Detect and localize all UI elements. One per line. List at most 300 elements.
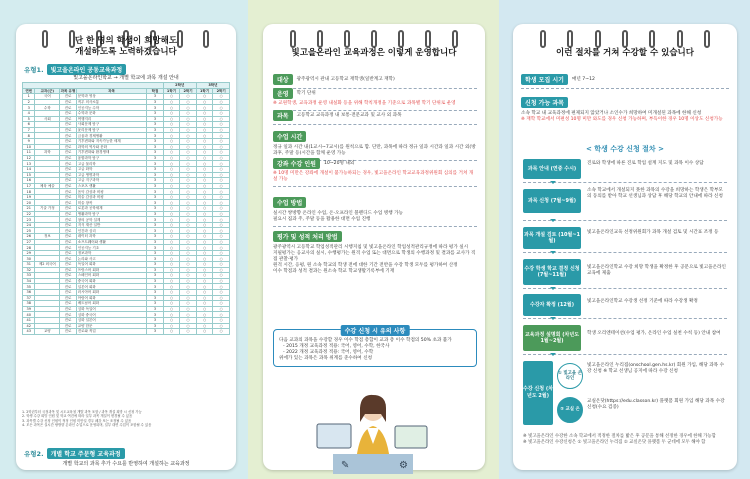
table-cell: ○ bbox=[196, 189, 213, 195]
table-cell: 진로 bbox=[60, 312, 77, 318]
table-cell: ○ bbox=[180, 155, 197, 161]
table-cell: ○ bbox=[213, 200, 230, 206]
table-cell: ○ bbox=[180, 295, 197, 301]
table-cell: ○ bbox=[163, 206, 180, 212]
table-cell: ○ bbox=[213, 161, 230, 167]
table-cell: 진로 bbox=[60, 295, 77, 301]
table-body bbox=[23, 94, 230, 335]
table-cell: 프랑스어 회화 bbox=[76, 267, 146, 273]
table-cell: ○ bbox=[196, 133, 213, 139]
operation-label: 운영 bbox=[273, 88, 293, 99]
table-cell: 러시아어 회화 bbox=[76, 289, 146, 295]
operation-text: 학기 단위 bbox=[296, 90, 316, 96]
period-text: 매년 7~12 bbox=[571, 76, 595, 82]
table-cell: 1 bbox=[23, 94, 35, 100]
table-cell: 데이터 과학 bbox=[76, 234, 146, 240]
table-cell: ○ bbox=[180, 301, 197, 307]
step-label: 교육과정 설명회 (차년도 1월~2월) bbox=[523, 325, 581, 351]
table-cell: ○ bbox=[180, 161, 197, 167]
table-cell: ○ bbox=[196, 323, 213, 329]
table-cell: 진로 bbox=[60, 178, 77, 184]
table-cell: 진로 bbox=[60, 99, 77, 105]
table-cell: 고급 화학 bbox=[76, 166, 146, 172]
type1-subtitle: 빛고을온라인학교 → 개별 학교에 과목 개설 안내 bbox=[73, 75, 179, 81]
table-header-cell: 과목 유형 bbox=[60, 88, 76, 93]
table-row bbox=[23, 329, 230, 335]
table-cell: 생활과학 탐구 bbox=[76, 211, 146, 217]
table-cell: ○ bbox=[180, 183, 197, 189]
table-cell: ○ bbox=[213, 105, 230, 111]
table-cell: 제2 외국어 bbox=[35, 262, 60, 268]
table-cell: ○ bbox=[213, 323, 230, 329]
table-cell: ○ bbox=[180, 127, 197, 133]
table-cell: 문학과 영상 bbox=[76, 94, 146, 100]
table-cell: ○ bbox=[196, 172, 213, 178]
table-cell: 3 bbox=[147, 217, 164, 223]
table-cell: 지식 재산 일반 bbox=[76, 222, 146, 228]
table-cell: ○ bbox=[180, 250, 197, 256]
table-cell: ○ bbox=[196, 228, 213, 234]
step-label: 수강 학생 학교 결정 신청 (7월~11월) bbox=[523, 259, 581, 285]
table-header-cell: 2학기 bbox=[213, 88, 230, 94]
table-cell: 로봇과 공학세계 bbox=[76, 206, 146, 212]
table-cell: 사회문제 탐구 bbox=[76, 122, 146, 128]
table-note: 4. 모든 과목은 실시간 쌍방향 온라인 수업으로 운영되며, 일부 대면 수업이 포함될 수 있음 bbox=[22, 423, 152, 428]
table-cell: ○ bbox=[163, 284, 180, 290]
title-line: 단 한 명의 학생이 희망해도 bbox=[74, 36, 178, 46]
table-cell: ○ bbox=[196, 183, 213, 189]
period-section bbox=[521, 74, 729, 89]
table-cell: 26 bbox=[23, 234, 35, 240]
table-cell: ○ bbox=[180, 166, 197, 172]
table-cell: 진로 bbox=[60, 122, 77, 128]
title-line: 개설하도록 노력하겠습니다 bbox=[75, 47, 177, 57]
svg-text:⚙: ⚙ bbox=[399, 460, 408, 471]
eval-section bbox=[273, 224, 477, 275]
table-cell: 진로 bbox=[60, 250, 77, 256]
table-cell: 스포츠 생활 bbox=[76, 183, 146, 189]
table-cell: ○ bbox=[163, 189, 180, 195]
table-cell: 진로 bbox=[60, 239, 77, 245]
table-cell: ○ bbox=[163, 239, 180, 245]
table-cell: 심화 중국어 bbox=[76, 312, 146, 318]
table-cell: ○ bbox=[163, 200, 180, 206]
table-cell: ○ bbox=[196, 178, 213, 184]
step-desc: 소속 학교에서 개설되지 못한 과목의 수강을 희망하는 학생은 학부모의 동의를 받아 학교 선생님과 상담 후 해당 학교의 안내에 따라 신청 bbox=[587, 188, 723, 199]
table-cell: 진로 bbox=[60, 155, 77, 161]
notebook-sheet bbox=[263, 24, 485, 470]
table-cell: 3 bbox=[147, 234, 164, 240]
table-cell: 3 bbox=[147, 150, 164, 156]
panel-optional-curriculum bbox=[0, 0, 248, 479]
table-cell: 과학 bbox=[35, 150, 60, 156]
table-cell: ○ bbox=[180, 289, 197, 295]
table-cell: ○ bbox=[213, 116, 230, 122]
table-cell: 35 bbox=[23, 284, 35, 290]
table-cell: 17 bbox=[23, 183, 35, 189]
table-cell: ○ bbox=[163, 278, 180, 284]
table-cell: ○ bbox=[213, 144, 230, 150]
table-cell: 14 bbox=[23, 166, 35, 172]
table-cell: 30 bbox=[23, 256, 35, 262]
target-section bbox=[273, 74, 477, 89]
table-cell: ○ bbox=[180, 217, 197, 223]
table-cell: 진로 bbox=[60, 194, 77, 200]
table-cell: ○ bbox=[213, 256, 230, 262]
footer-note: ※ 빛고을온라인 수강한 소속 학교에서 적정한 절차를 밟은 후 공문을 통해 선정한 경우에 한해 가능함 bbox=[523, 434, 716, 439]
table-cell: ○ bbox=[213, 194, 230, 200]
table-cell: 3 bbox=[147, 306, 164, 312]
table-cell: ○ bbox=[163, 183, 180, 189]
table-cell: ○ bbox=[163, 267, 180, 273]
table-cell: 일본어 회화 bbox=[76, 284, 146, 290]
table-group-header: 3학년 bbox=[196, 83, 229, 89]
table-cell: 38 bbox=[23, 301, 35, 307]
table-cell: 3 bbox=[147, 262, 164, 268]
table-cell: 여행지리 bbox=[76, 116, 146, 122]
table-cell: 진로 bbox=[60, 138, 77, 144]
table-cell: 3 bbox=[147, 94, 164, 100]
table-cell: 창의 공학 설계 bbox=[76, 217, 146, 223]
subject-label: 과목 bbox=[273, 110, 293, 121]
table-cell: ○ bbox=[213, 250, 230, 256]
table-cell: ○ bbox=[213, 189, 230, 195]
table-cell: ○ bbox=[213, 122, 230, 128]
table-cell: ○ bbox=[163, 301, 180, 307]
table-cell: ○ bbox=[180, 178, 197, 184]
table-cell: ○ bbox=[196, 262, 213, 268]
divider bbox=[521, 88, 729, 89]
table-cell: 32 bbox=[23, 267, 35, 273]
target-text: 광주광역시 관내 고등학교 재학생(일반계고 재학) bbox=[296, 76, 395, 82]
table-cell: 4 bbox=[23, 110, 35, 116]
notebook-sheet bbox=[513, 24, 737, 470]
table-cell: 6 bbox=[23, 122, 35, 128]
table-cell: ○ bbox=[163, 262, 180, 268]
table-cell: ○ bbox=[213, 172, 230, 178]
table-cell: 진로 bbox=[60, 166, 77, 172]
table-cell: 3 bbox=[147, 172, 164, 178]
period-label: 학생 모집 시기 bbox=[521, 74, 568, 85]
table-cell: ○ bbox=[180, 189, 197, 195]
table-cell: 국어 bbox=[35, 94, 60, 100]
table-cell: 43 bbox=[23, 329, 35, 335]
panel3-title: 이런 절차를 거쳐 수강할 수 있습니다 bbox=[556, 48, 694, 58]
table-cell: ○ bbox=[196, 267, 213, 273]
table-cell: ○ bbox=[163, 194, 180, 200]
method-item: 실시간 쌍방향 온라인 수업, 온·오프라인 블렌디드 수업 병행 가능 bbox=[273, 211, 403, 216]
table-cell: 스페인어 회화 bbox=[76, 273, 146, 279]
type1-prefix: 유형1. bbox=[24, 66, 44, 74]
step-apply bbox=[523, 357, 727, 429]
table-cell: 진로 bbox=[60, 217, 77, 223]
table-cell: ○ bbox=[196, 194, 213, 200]
step-label: 과목 안내 (연중 수시) bbox=[523, 159, 581, 179]
table-note: 2. 학생 수강 희망 인원 및 학교 여건에 따라 일부 과목 개설이 변경될 수 있음 bbox=[22, 414, 133, 419]
table-cell: 9 bbox=[23, 138, 35, 144]
table-cell: ○ bbox=[213, 295, 230, 301]
subject-section bbox=[273, 110, 477, 125]
table-cell: 3 bbox=[147, 323, 164, 329]
table-cell: ○ bbox=[213, 306, 230, 312]
table-cell: 3 bbox=[147, 200, 164, 206]
table-cell: ○ bbox=[163, 329, 180, 335]
table-cell: ○ bbox=[180, 323, 197, 329]
table-cell: 기술 가정 bbox=[35, 206, 60, 212]
table-cell: ○ bbox=[163, 116, 180, 122]
step-6 bbox=[523, 321, 727, 355]
table-cell: 진로 bbox=[60, 262, 77, 268]
table-cell: ○ bbox=[213, 284, 230, 290]
scope-item: 소속 학교 내 교육과정에 편제되지 않았거나 소인수가 희망하여 미개설된 과목에 한해 신청 bbox=[521, 111, 702, 116]
table-cell: ○ bbox=[196, 289, 213, 295]
table-cell: ○ bbox=[163, 155, 180, 161]
eval-item: 광주광역시 고등학교 학업성적관리 시행지침 및 빛고을온라인 학업성적관리규정에 따라 평가 실시 bbox=[273, 245, 469, 250]
table-cell: 3 bbox=[147, 317, 164, 323]
table-header-cell: 1학기 bbox=[196, 88, 213, 94]
table-cell: ○ bbox=[196, 245, 213, 251]
table-cell: 수학과 문화 bbox=[76, 110, 146, 116]
table-cell: ○ bbox=[213, 278, 230, 284]
table-cell: 진로 bbox=[60, 133, 77, 139]
table-cell: 21 bbox=[23, 206, 35, 212]
table-cell: 33 bbox=[23, 273, 35, 279]
table-cell: 3 bbox=[147, 278, 164, 284]
table-cell: ○ bbox=[196, 110, 213, 116]
count-label: 강좌 수강 인원 bbox=[273, 158, 320, 169]
divider bbox=[273, 186, 477, 187]
table-cell: ○ bbox=[180, 267, 197, 273]
table-cell: 중국어 회화 bbox=[76, 278, 146, 284]
table-cell: 23 bbox=[23, 217, 35, 223]
table-cell: ○ bbox=[180, 105, 197, 111]
table-cell: ○ bbox=[213, 150, 230, 156]
count-note: ※ 10명 미만은 강좌에 개설이 불가능하되는 경우, 빛고을온라인 학교교육과정위원회 심의를 거쳐 개설 가능 bbox=[273, 171, 474, 182]
table-cell: 3 bbox=[147, 228, 164, 234]
table-cell: 진로 bbox=[60, 234, 77, 240]
table-cell: ○ bbox=[196, 278, 213, 284]
operation-note: ※ 교원학생, 교육과정 운영 내실화 등을 위해 학칙개정을 기준으로 과목별 학기 단위로 운영 bbox=[273, 101, 456, 106]
table-cell: 진로 bbox=[60, 284, 77, 290]
table-cell: ○ bbox=[163, 122, 180, 128]
table-cell: 고급 생명과학 bbox=[76, 172, 146, 178]
table-cell: ○ bbox=[180, 273, 197, 279]
subject-text: 고등학교 교육과정 내 보통·전문교과 및 교사 외 과목 bbox=[296, 112, 402, 118]
table-cell: ○ bbox=[196, 312, 213, 318]
table-cell: ○ bbox=[196, 155, 213, 161]
table-cell: ○ bbox=[196, 94, 213, 100]
table-cell: 교양 bbox=[35, 329, 60, 335]
table-cell: ○ bbox=[163, 94, 180, 100]
table-cell: ○ bbox=[163, 295, 180, 301]
table-cell: ○ bbox=[196, 239, 213, 245]
table-header-cell: 2학기 bbox=[180, 88, 197, 94]
table-cell: 고급 지구과학 bbox=[76, 178, 146, 184]
table-cell: ○ bbox=[213, 317, 230, 323]
table-cell: 3 bbox=[147, 105, 164, 111]
table-cell: ○ bbox=[163, 150, 180, 156]
arrow-down-icon bbox=[550, 287, 556, 290]
table-cell: ○ bbox=[213, 206, 230, 212]
count-text: 10~20명 내외 bbox=[323, 160, 355, 166]
table-cell: ○ bbox=[196, 317, 213, 323]
apply-label: 수강 신청 (차년도 2월) bbox=[523, 361, 553, 425]
table-cell: 독일어 회화 bbox=[76, 262, 146, 268]
table-cell: ○ bbox=[196, 222, 213, 228]
step-label: 수강자 확정 (12월) bbox=[523, 294, 581, 316]
table-cell: ○ bbox=[196, 166, 213, 172]
table-cell: ○ bbox=[213, 94, 230, 100]
table-cell: ○ bbox=[196, 295, 213, 301]
table-cell: 심화 독일어 bbox=[76, 306, 146, 312]
table-cell: 7 bbox=[23, 127, 35, 133]
table-cell: 8 bbox=[23, 133, 35, 139]
table-cell: ○ bbox=[163, 211, 180, 217]
table-cell: 3 bbox=[147, 138, 164, 144]
table-cell: ○ bbox=[196, 105, 213, 111]
table-cell: 3 bbox=[147, 189, 164, 195]
table-cell: 3 bbox=[147, 116, 164, 122]
table-cell: ○ bbox=[163, 273, 180, 279]
type2-label: 개별 학교 주문형 교육과정 bbox=[47, 448, 125, 459]
table-cell: 진로 bbox=[60, 116, 77, 122]
table-cell: ○ bbox=[163, 306, 180, 312]
step-1 bbox=[523, 157, 727, 183]
table-cell: 3 bbox=[147, 127, 164, 133]
table-cell: ○ bbox=[213, 155, 230, 161]
table-cell: ○ bbox=[180, 110, 197, 116]
table-cell: ○ bbox=[196, 150, 213, 156]
table-cell: 인간과 심리 bbox=[76, 228, 146, 234]
scope-note: ※ 재학 학교에서 미편성 10명 미만 와도를 경우 신청 가능하며, 부득이한 경우 10명 이상도 신청가능 bbox=[521, 117, 723, 122]
table-cell: ○ bbox=[196, 144, 213, 150]
table-cell: 음악 감상과 비평 bbox=[76, 189, 146, 195]
table-cell: 수학 bbox=[35, 105, 60, 111]
table-group-header: 2학년 bbox=[163, 83, 196, 89]
arrow-down-icon bbox=[550, 251, 556, 254]
table-cell: ○ bbox=[180, 245, 197, 251]
step-desc: 빛고을온라인학교 수강 희망 학생을 확정한 후 공문으로 빛고을온라인교육에 제출 bbox=[587, 265, 726, 276]
table-cell: 진로 bbox=[60, 256, 77, 262]
table-cell: ○ bbox=[213, 127, 230, 133]
table-cell: 3 bbox=[147, 250, 164, 256]
table-cell: 진로 bbox=[60, 127, 77, 133]
table-cell: 3 bbox=[23, 105, 35, 111]
scope-label: 신청 가능 과목 bbox=[521, 97, 568, 108]
step-label: 과목 신청 (7월~9월) bbox=[523, 189, 581, 213]
table-cell: 인공지능 기초 bbox=[76, 245, 146, 251]
table-cell: ○ bbox=[180, 262, 197, 268]
table-cell: 3 bbox=[147, 99, 164, 105]
table-cell: ○ bbox=[163, 323, 180, 329]
table-cell: ○ bbox=[180, 94, 197, 100]
table-cell: ○ bbox=[163, 256, 180, 262]
table-cell: ○ bbox=[163, 217, 180, 223]
table-cell: 정보과학 bbox=[76, 250, 146, 256]
steps-title: < 학생 수강 신청 절차 > bbox=[585, 145, 664, 153]
table-cell: 11 bbox=[23, 150, 35, 156]
table-cell: ○ bbox=[213, 133, 230, 139]
table-cell: ○ bbox=[180, 211, 197, 217]
table-cell: 3 bbox=[147, 183, 164, 189]
table-cell: ○ bbox=[213, 245, 230, 251]
table-cell: 진로 bbox=[60, 161, 77, 167]
step-desc: 빛고을온라인교육 선정위원회가 과목 개설 검토 및 시간표 조정 등 bbox=[587, 230, 719, 235]
table-cell: ○ bbox=[196, 234, 213, 240]
table-cell: 3 bbox=[147, 295, 164, 301]
table-cell: ○ bbox=[180, 99, 197, 105]
panel2-title: 빛고을온라인 교육과정은 이렇게 운영합니다 bbox=[291, 48, 457, 58]
table-cell: ○ bbox=[180, 222, 197, 228]
table-cell: 3 bbox=[147, 239, 164, 245]
table-cell: 3 bbox=[147, 301, 164, 307]
apply-desc: 교실온닷(https://edu.classon.kr) 플랫폼 회원 가입 해당 과목 수강 신청(수요 검증) bbox=[587, 399, 725, 410]
table-cell: ○ bbox=[180, 312, 197, 318]
table-cell: ○ bbox=[196, 301, 213, 307]
caution-item: - 2022 개정 교육과정 적용: 국어, 영어, 수학 bbox=[283, 350, 374, 355]
table-cell: ○ bbox=[213, 99, 230, 105]
table-cell: 3 bbox=[147, 122, 164, 128]
table-cell: 18 bbox=[23, 189, 35, 195]
table-cell: ○ bbox=[180, 138, 197, 144]
table-cell: 진로 bbox=[60, 183, 77, 189]
table-cell: ○ bbox=[196, 206, 213, 212]
table-cell: 교양 한문 bbox=[76, 323, 146, 329]
table-cell: ○ bbox=[196, 211, 213, 217]
table-cell: 3 bbox=[147, 256, 164, 262]
table-cell: ○ bbox=[196, 200, 213, 206]
table-cell: 진로 bbox=[60, 172, 77, 178]
table-cell: 20 bbox=[23, 200, 35, 206]
table-note: 1. 2학년부터 국정과목 및 시도교육청 개발 과목 포함 / 과목 개설 희망 시 신청 가능 bbox=[22, 410, 142, 414]
arrow-down-icon bbox=[550, 181, 556, 184]
table-cell: 37 bbox=[23, 295, 35, 301]
table-cell: ○ bbox=[213, 239, 230, 245]
method-label: 수업 방법 bbox=[273, 197, 306, 208]
table-cell: 체육 예술 bbox=[35, 183, 60, 189]
step-desc: 빛고을온라인학교 수강생 선정 기준에 따라 수강생 확정 bbox=[587, 299, 698, 304]
table-cell: 진로 bbox=[60, 301, 77, 307]
type1-label: 빛고을온라인 공동교육과정 bbox=[47, 64, 127, 75]
caution-item: - 2015 개정 교육과정 적용: 국어, 영어, 수학, 한국사 bbox=[283, 344, 390, 349]
table-cell: ○ bbox=[163, 317, 180, 323]
table-cell: ○ bbox=[213, 166, 230, 172]
table-cell: 2 bbox=[23, 99, 35, 105]
table-cell: 진로 bbox=[60, 273, 77, 279]
table-cell: 심화 일본어 bbox=[76, 317, 146, 323]
type2-subtitle: 개별 학교의 과목 추가 수요를 반영하여 개설하는 교육과정 bbox=[62, 461, 190, 467]
table-cell: 기후변화와 지속가능한 세계 bbox=[76, 138, 146, 144]
method-section bbox=[273, 190, 477, 227]
table-cell: ○ bbox=[163, 178, 180, 184]
table-cell: ○ bbox=[213, 138, 230, 144]
table-cell: ○ bbox=[213, 222, 230, 228]
table-cell: 아랍어 회화 bbox=[76, 295, 146, 301]
subject-table bbox=[22, 82, 230, 335]
table-cell: 금융과 경제생활 bbox=[76, 133, 146, 139]
step-desc: 학생 오리엔테이션(수업 평가, 온라인 수업 실천 수칙 등) 안내 참여 bbox=[587, 331, 721, 336]
table-cell: ○ bbox=[180, 194, 197, 200]
table-cell: ○ bbox=[163, 312, 180, 318]
table-cell: 진로 bbox=[60, 228, 77, 234]
caution-label: 수강 신청 시 유의 사항 bbox=[341, 325, 410, 336]
table-cell: 40 bbox=[23, 312, 35, 318]
table-cell: 3 bbox=[147, 178, 164, 184]
target-label: 대상 bbox=[273, 74, 293, 85]
table-cell: 25 bbox=[23, 228, 35, 234]
table-header-cell: 연번 bbox=[23, 88, 35, 94]
footer-note: ※ 빛고을온라인 수강신청은 ① 빛고을온라인 누리집 ② 교실온닷 플랫폼 두 군데에 모두 해야 함 bbox=[523, 439, 706, 445]
